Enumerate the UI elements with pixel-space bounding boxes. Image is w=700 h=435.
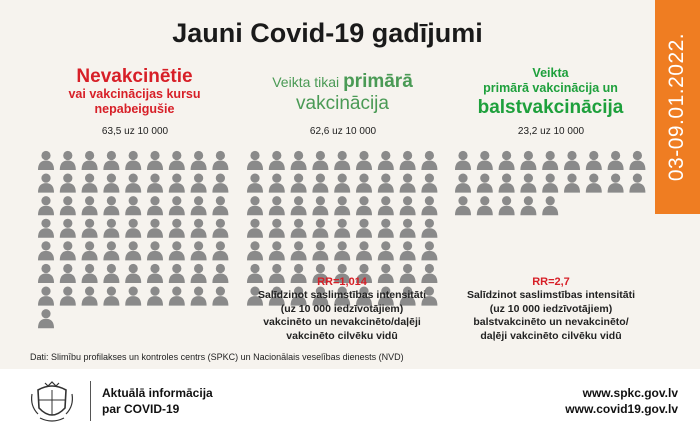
person-icon — [400, 196, 416, 215]
person-icon — [455, 196, 471, 215]
person-icon — [38, 174, 54, 193]
person-icon — [269, 174, 285, 193]
person-icon — [542, 174, 558, 193]
person-icon — [125, 174, 141, 193]
person-icon — [356, 196, 372, 215]
link-spkc[interactable]: www.spkc.gov.lv — [582, 386, 678, 400]
person-icon — [499, 196, 515, 215]
person-icon — [60, 287, 76, 306]
person-icon — [477, 174, 493, 193]
person-icon — [312, 219, 328, 238]
group-booster-line2: primārā vakcinācija un — [483, 81, 618, 95]
person-icon — [520, 174, 536, 193]
person-icon — [356, 151, 372, 170]
person-icon — [125, 196, 141, 215]
person-icon — [191, 151, 207, 170]
person-icon — [125, 287, 141, 306]
pictogram-group-unvaccinated — [38, 151, 228, 328]
person-icon — [356, 241, 372, 260]
person-icon — [103, 174, 119, 193]
person-icon — [191, 264, 207, 283]
person-icon — [60, 151, 76, 170]
person-icon — [477, 196, 493, 215]
person-icon — [312, 151, 328, 170]
group-unvaccinated-line3: nepabeigušie — [94, 102, 175, 116]
person-icon — [629, 151, 645, 170]
person-icon — [564, 174, 580, 193]
person-icon — [147, 174, 163, 193]
person-icon — [312, 174, 328, 193]
person-icon — [608, 151, 624, 170]
rate-label-booster: 23,2 uz 10 000 — [517, 126, 585, 137]
group-primary-line1-emph: primārā — [343, 71, 413, 92]
rr-value-booster: RR=2,7 — [532, 276, 570, 288]
person-icon — [60, 219, 76, 238]
person-icon — [247, 151, 263, 170]
person-icon — [125, 264, 141, 283]
person-icon — [169, 241, 185, 260]
person-icon — [542, 196, 558, 215]
person-icon — [291, 219, 307, 238]
person-icon — [38, 219, 54, 238]
person-icon — [334, 174, 350, 193]
footer-info-line1: Aktuālā informācija — [102, 386, 213, 400]
person-icon — [629, 174, 645, 193]
person-icon — [60, 264, 76, 283]
person-icon — [191, 196, 207, 215]
person-icon — [191, 219, 207, 238]
person-icon — [312, 241, 328, 260]
person-icon — [169, 151, 185, 170]
person-icon — [334, 196, 350, 215]
person-icon — [147, 241, 163, 260]
person-icon — [169, 196, 185, 215]
person-icon — [82, 196, 98, 215]
person-icon — [103, 196, 119, 215]
person-icon — [564, 151, 580, 170]
person-icon — [269, 196, 285, 215]
person-icon — [38, 196, 54, 215]
person-icon — [356, 219, 372, 238]
footer-info-line2: par COVID-19 — [102, 402, 180, 416]
person-icon — [334, 151, 350, 170]
person-icon — [212, 151, 228, 170]
person-icon — [400, 174, 416, 193]
person-icon — [586, 174, 602, 193]
rr-note-booster — [451, 275, 651, 343]
person-icon — [269, 219, 285, 238]
person-icon — [334, 219, 350, 238]
person-icon — [147, 264, 163, 283]
person-icon — [169, 219, 185, 238]
date-range: 03-09.01.2022. — [665, 32, 688, 182]
person-icon — [499, 174, 515, 193]
person-icon — [38, 287, 54, 306]
person-icon — [38, 151, 54, 170]
person-icon — [378, 196, 394, 215]
pictogram-group-booster — [455, 151, 645, 215]
person-icon — [147, 196, 163, 215]
person-icon — [421, 219, 437, 238]
person-icon — [82, 174, 98, 193]
person-icon — [477, 151, 493, 170]
person-icon — [212, 264, 228, 283]
page-title: Jauni Covid-19 gadījumi — [172, 18, 483, 48]
rate-label-unvaccinated: 63,5 uz 10 000 — [101, 126, 169, 137]
person-icon — [400, 219, 416, 238]
person-icon — [291, 241, 307, 260]
group-primary-line2: vakcinācija — [296, 93, 389, 114]
person-icon — [125, 241, 141, 260]
person-icon — [520, 196, 536, 215]
person-icon — [60, 196, 76, 215]
person-icon — [312, 196, 328, 215]
person-icon — [212, 219, 228, 238]
person-icon — [191, 287, 207, 306]
group-primary-line1-prefix: Veikta tikai — [272, 74, 344, 90]
person-icon — [455, 174, 471, 193]
person-icon — [169, 287, 185, 306]
person-icon — [212, 241, 228, 260]
person-icon — [38, 309, 54, 328]
person-icon — [421, 196, 437, 215]
person-icon — [82, 241, 98, 260]
person-icon — [38, 264, 54, 283]
person-icon — [38, 241, 54, 260]
person-icon — [125, 219, 141, 238]
person-icon — [269, 241, 285, 260]
person-icon — [247, 219, 263, 238]
person-icon — [586, 151, 602, 170]
person-icon — [82, 151, 98, 170]
person-icon — [421, 174, 437, 193]
person-icon — [356, 174, 372, 193]
group-booster-line3: balstvakcinācija — [477, 97, 624, 118]
person-icon — [103, 287, 119, 306]
rate-label-primary: 62,6 uz 10 000 — [309, 126, 377, 137]
person-icon — [103, 264, 119, 283]
person-icon — [542, 151, 558, 170]
rr-text-primary: Salīdzinot saslimstības intensitāti (uz 10 000 iedzīvotājiem) vakcinēto un nevakcinēto/daļēji vakcinēto cilvēku vidū — [257, 289, 427, 342]
person-icon — [499, 151, 515, 170]
rr-value-primary: RR=1,014 — [317, 276, 367, 288]
person-icon — [82, 264, 98, 283]
person-icon — [169, 264, 185, 283]
person-icon — [378, 219, 394, 238]
person-icon — [103, 241, 119, 260]
person-icon — [421, 241, 437, 260]
person-icon — [169, 174, 185, 193]
person-icon — [291, 174, 307, 193]
footer-info — [102, 385, 213, 417]
person-icon — [378, 151, 394, 170]
person-icon — [103, 151, 119, 170]
person-icon — [400, 151, 416, 170]
person-icon — [608, 174, 624, 193]
person-icon — [455, 151, 471, 170]
latvia-coat-of-arms-icon — [28, 378, 76, 426]
person-icon — [147, 219, 163, 238]
group-unvaccinated-line2: vai vakcinācijas kursu — [68, 87, 201, 101]
person-icon — [212, 174, 228, 193]
person-icon — [400, 241, 416, 260]
person-icon — [191, 174, 207, 193]
data-source-note: Dati: Slimību profilakses un kontroles centrs (SPKC) un Nacionālais veselības dienests (NVD) — [30, 352, 404, 362]
person-icon — [291, 196, 307, 215]
person-icon — [125, 151, 141, 170]
person-icon — [291, 151, 307, 170]
person-icon — [103, 219, 119, 238]
person-icon — [60, 174, 76, 193]
footer-links — [565, 385, 678, 417]
person-icon — [269, 151, 285, 170]
person-icon — [378, 174, 394, 193]
person-icon — [147, 151, 163, 170]
person-icon — [191, 241, 207, 260]
footer-divider — [90, 381, 91, 421]
group-unvaccinated-line1: Nevakcinētie — [76, 66, 193, 87]
person-icon — [212, 196, 228, 215]
person-icon — [247, 196, 263, 215]
rr-note-primary — [242, 275, 442, 343]
person-icon — [82, 219, 98, 238]
person-icon — [421, 151, 437, 170]
link-covid19[interactable]: www.covid19.gov.lv — [565, 402, 678, 416]
person-icon — [520, 151, 536, 170]
group-booster-line1: Veikta — [532, 66, 569, 80]
rr-text-booster: Salīdzinot saslimstības intensitāti (uz 10 000 iedzīvotājiem) balstvakcinēto un nevakcinēto/ daļēji vakcinēto cilvēku vidū — [466, 289, 636, 342]
person-icon — [212, 287, 228, 306]
person-icon — [334, 241, 350, 260]
person-icon — [378, 241, 394, 260]
person-icon — [247, 241, 263, 260]
person-icon — [60, 241, 76, 260]
person-icon — [247, 174, 263, 193]
person-icon — [82, 287, 98, 306]
person-icon — [147, 287, 163, 306]
